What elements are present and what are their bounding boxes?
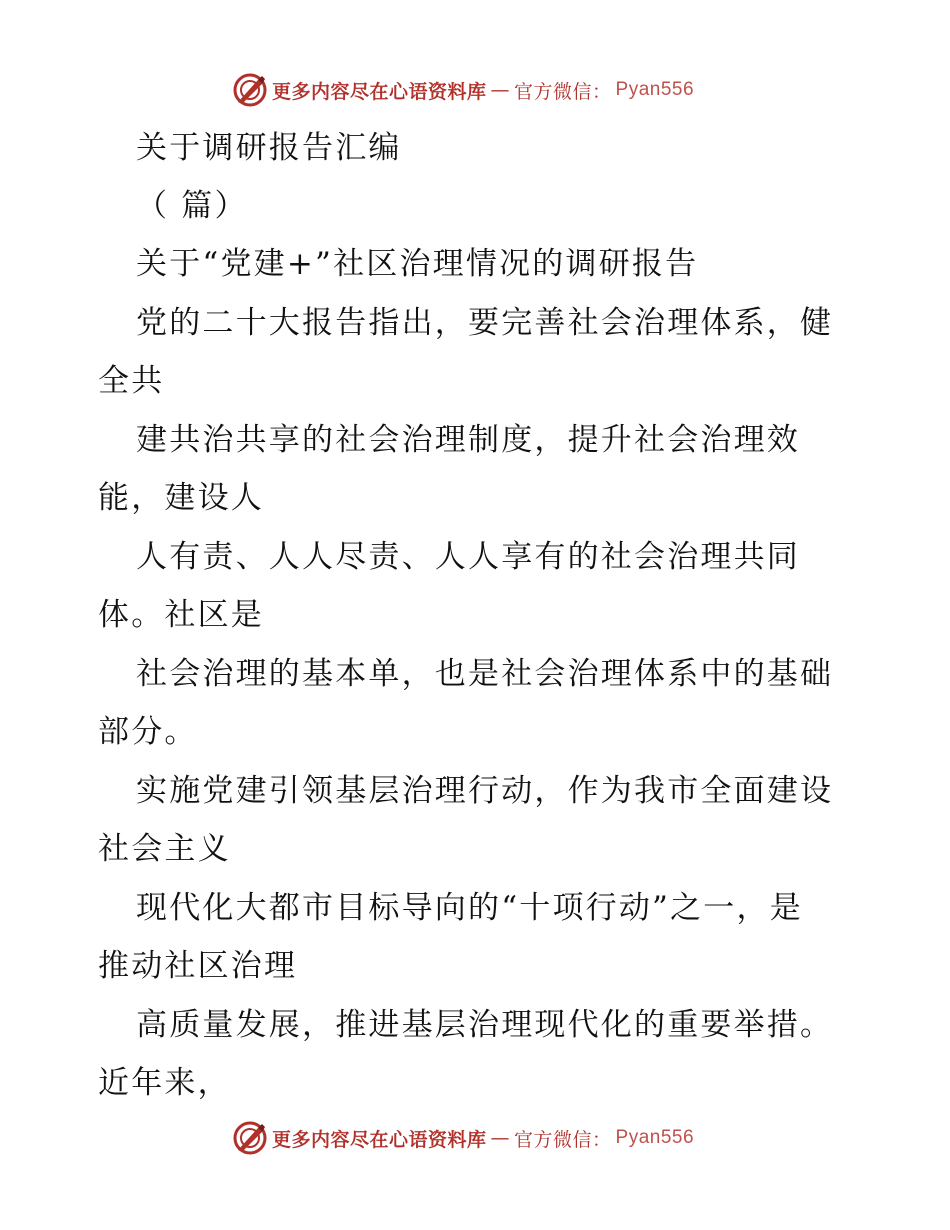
watermark-wechat-id: Pyan556: [615, 79, 695, 100]
paragraph-line: 推动社区治理: [98, 948, 298, 984]
paragraph-line: 社会主义: [98, 831, 231, 867]
paragraph-line: 近年来，: [98, 1065, 231, 1101]
watermark-dash: —: [490, 79, 511, 101]
document-title: 关于调研报告汇编: [136, 130, 402, 166]
pen-logo-icon: [232, 1120, 268, 1156]
pen-logo-icon: [232, 72, 268, 108]
paragraph-line: 体。社区是: [98, 597, 264, 633]
paragraph-line: 实施党建引领基层治理行动，作为我市全面建设: [136, 773, 834, 809]
paragraph-line: 高质量发展，推进基层治理现代化的重要举措。: [136, 1007, 834, 1043]
paragraph-line: 全共: [98, 363, 165, 399]
footer-watermark: [232, 1118, 694, 1158]
paragraph-line: 建共治共享的社会治理制度，提升社会治理效: [136, 422, 800, 458]
paragraph-line: 人有责、人人尽责、人人享有的社会治理共同: [136, 539, 800, 575]
section-label: （ 篇）: [136, 188, 248, 224]
watermark-wechat-label: 官方微信：: [514, 80, 612, 103]
watermark-title: 更多内容尽在心语资料库: [272, 1128, 487, 1151]
article-title: 关于“党建+”社区治理情况的调研报告: [136, 246, 699, 282]
watermark-wechat-label: 官方微信：: [514, 1128, 612, 1151]
header-watermark: [232, 70, 694, 110]
paragraph-line: 社会治理的基本单，也是社会治理体系中的基础: [136, 656, 834, 692]
watermark-title: 更多内容尽在心语资料库: [272, 80, 487, 103]
paragraph-line: 部分。: [98, 714, 198, 750]
watermark-wechat-id: Pyan556: [615, 1127, 695, 1148]
paragraph-line: 现代化大都市目标导向的“十项行动”之一，是: [136, 890, 803, 926]
paragraph-line: 党的二十大报告指出，要完善社会治理体系，健: [136, 305, 834, 341]
paragraph-line: 能，建设人: [98, 480, 264, 516]
watermark-dash: —: [490, 1127, 511, 1149]
